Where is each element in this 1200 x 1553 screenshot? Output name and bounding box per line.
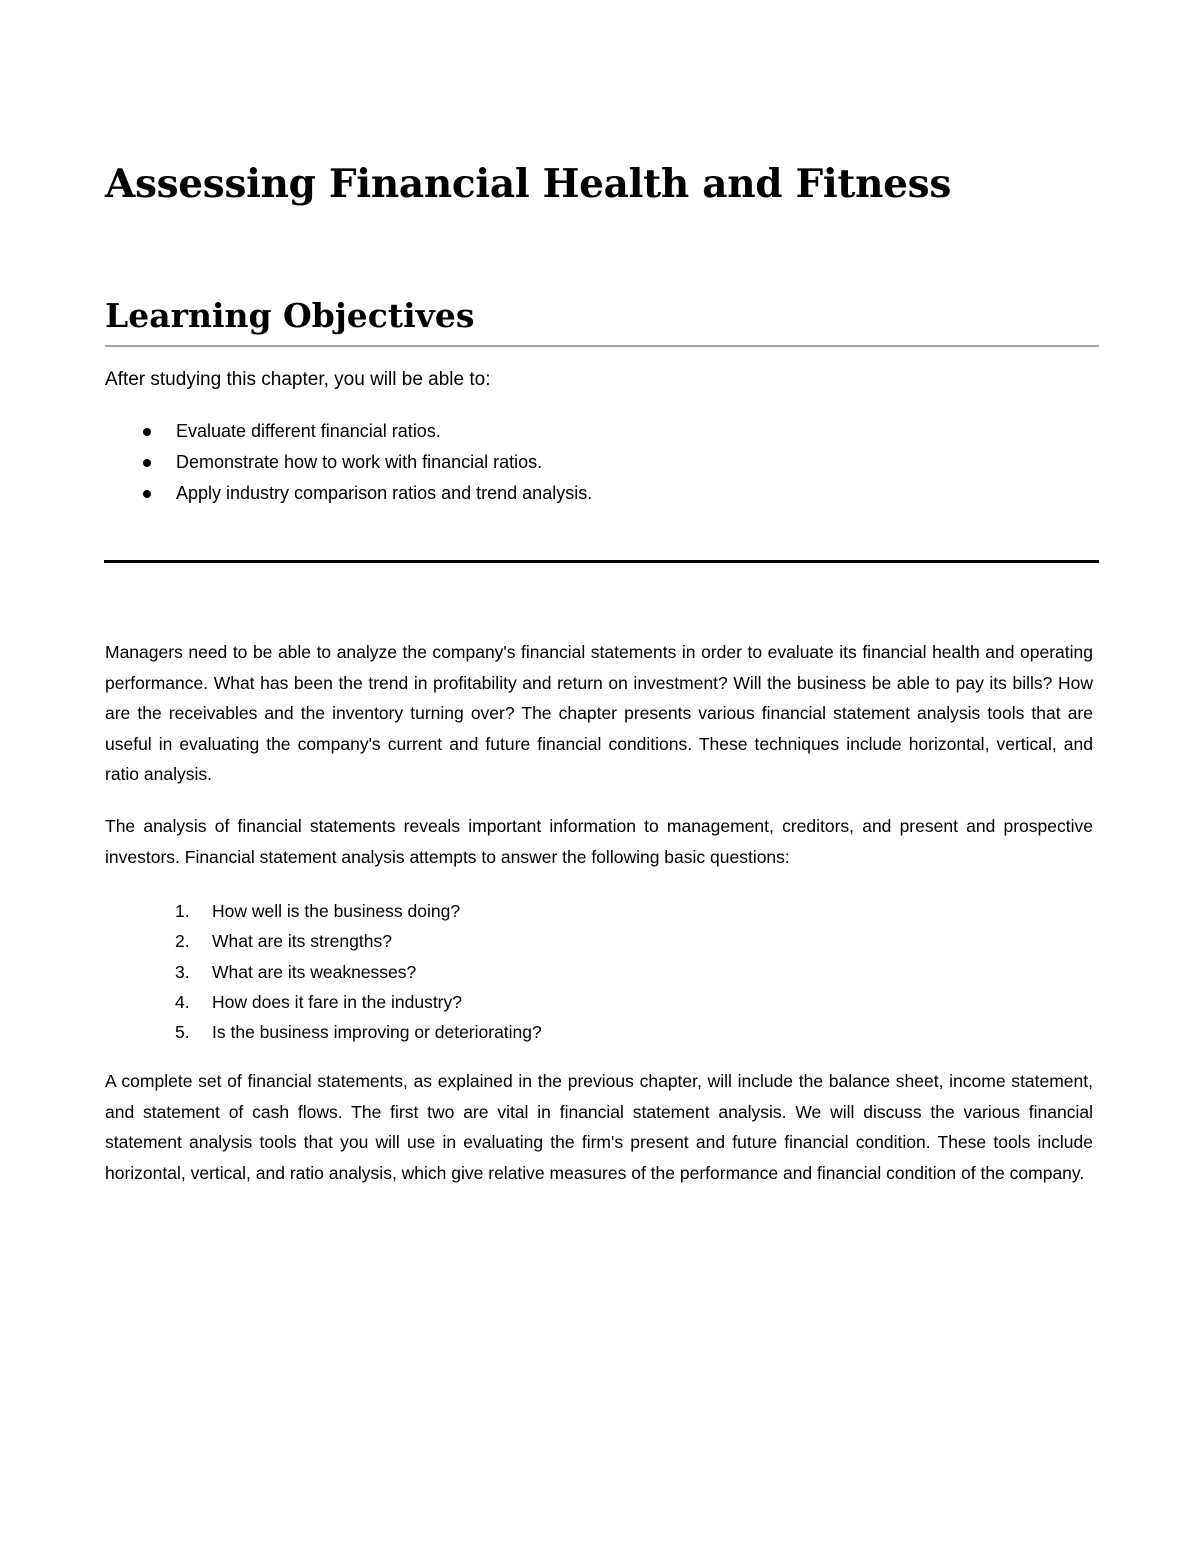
bullet-icon [143, 459, 151, 467]
bullet-icon [143, 428, 151, 436]
question-text: How does it fare in the industry? [212, 991, 462, 1012]
section-divider [104, 560, 1099, 563]
section-heading-underline [105, 345, 1099, 347]
question-number: 1. [175, 901, 190, 921]
question-item [105, 896, 542, 926]
objectives-list [105, 417, 592, 510]
question-text: Is the business improving or deteriorating? [212, 1022, 542, 1043]
question-text: How well is the business doing? [212, 901, 461, 921]
question-text: What are its strengths? [212, 931, 392, 952]
paragraph-analysis: The analysis of financial statements reveals important information to management, creditors, and present and prospective investors. Financial statement analysis attempts to answer the following basic questions: [105, 816, 1093, 867]
objective-text: Demonstrate how to work with financial ratios. [176, 452, 543, 472]
question-text: What are its weaknesses? [212, 961, 417, 982]
paragraph-managers: Managers need to be able to analyze the company's financial statements in order to evaluate its financial health and operating performance. What has been the trend in profitability and return on investment? Will the business be able to pay its bills? How are the receivables and the inventory turning over? The chapter presents various financial statement analysis tools that are useful in evaluating the company's current and future financial conditions. These techniques include horizontal, vertical, and ratio analysis. [105, 642, 1093, 784]
objective-item [105, 417, 592, 448]
objective-text: Evaluate different financial ratios. [176, 421, 441, 441]
question-item [105, 987, 542, 1017]
question-number: 2. [175, 931, 190, 952]
question-item [105, 926, 542, 956]
page-title: Assessing Financial Health and Fitness [105, 161, 951, 207]
question-number: 3. [175, 961, 190, 982]
questions-list [105, 896, 542, 1047]
question-item [105, 1017, 542, 1047]
objective-text: Apply industry comparison ratios and trend analysis. [176, 483, 593, 503]
question-number: 5. [175, 1022, 190, 1043]
question-number: 4. [175, 991, 190, 1012]
paragraph-complete-set: A complete set of financial statements, as explained in the previous chapter, will include the balance sheet, income statement, and statement of cash flows. The first two are vital in financial statement analysis. We will discuss the various financial statement analysis tools that you will use in evaluating the firm's present and future financial condition. These tools include horizontal, vertical, and ratio analysis, which give relative measures of the performance and financial condition of the company. [105, 1071, 1093, 1183]
question-item [105, 957, 542, 987]
bullet-icon [143, 490, 151, 498]
objective-item [105, 448, 592, 479]
objective-item [105, 479, 592, 510]
section-heading-learning-objectives: Learning Objectives [105, 296, 475, 335]
objectives-intro: After studying this chapter, you will be able to: [105, 369, 491, 390]
